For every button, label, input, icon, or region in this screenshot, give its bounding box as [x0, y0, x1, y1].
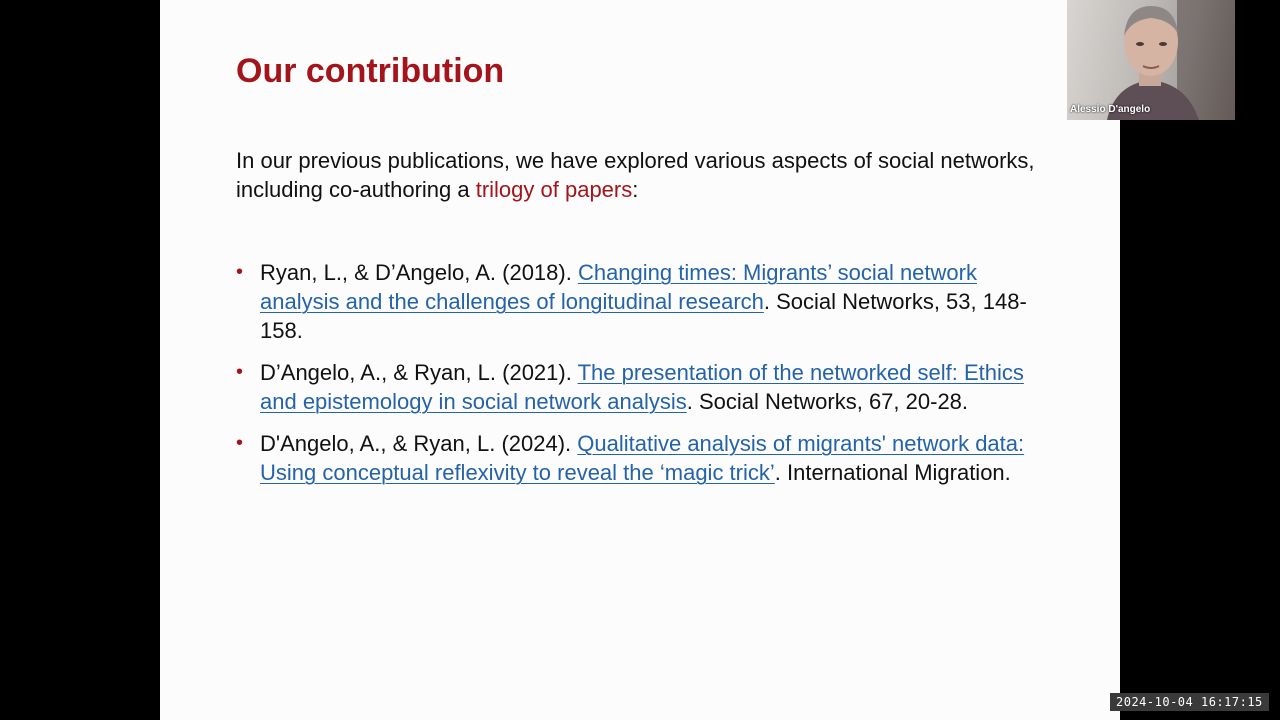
reference-link[interactable]: Qualitative analysis of migrants' network data: Using conceptual reflexivity to reveal the ‘magic trick’ [260, 431, 1025, 485]
reference-item [236, 358, 1056, 416]
reference-link[interactable]: Changing times: Migrants’ social network analysis and the challenges of longitudinal research [260, 260, 977, 314]
reference-item [236, 429, 1056, 487]
reference-item [236, 258, 1056, 345]
bullet-icon: • [236, 432, 244, 454]
reference-source: . Social Networks, 67, 20-28. [686, 389, 969, 414]
participant-name: Alessio D'angelo [1070, 104, 1151, 115]
intro-highlight: trilogy of papers [475, 177, 633, 202]
participant-video-tile[interactable] [1067, 0, 1235, 120]
intro-end: : [632, 177, 639, 202]
intro-text: In our previous publications, we have explored various aspects of social networks, including co-authoring a [236, 148, 1035, 202]
reference-source: . International Migration. [774, 460, 1011, 485]
bullet-icon: • [236, 361, 244, 383]
reference-authors: D’Angelo, A., & Ryan, L. (2021). [260, 360, 578, 385]
reference-authors: Ryan, L., & D’Angelo, A. (2018). [260, 260, 578, 285]
reference-authors: D'Angelo, A., & Ryan, L. (2024). [260, 431, 578, 456]
recording-timestamp: 2024-10-04 16:17:15 [1110, 693, 1269, 711]
reference-source: . Social Networks, 53, 148-158. [260, 289, 1027, 343]
presentation-slide [160, 0, 1120, 720]
intro-paragraph [236, 146, 1036, 204]
participant-video-image [1067, 0, 1235, 120]
reference-list [236, 258, 1056, 500]
slide-title: Our contribution [236, 52, 505, 90]
bullet-icon: • [236, 261, 244, 283]
reference-link[interactable]: The presentation of the networked self: Ethics and epistemology in social network analysis [260, 360, 1024, 414]
